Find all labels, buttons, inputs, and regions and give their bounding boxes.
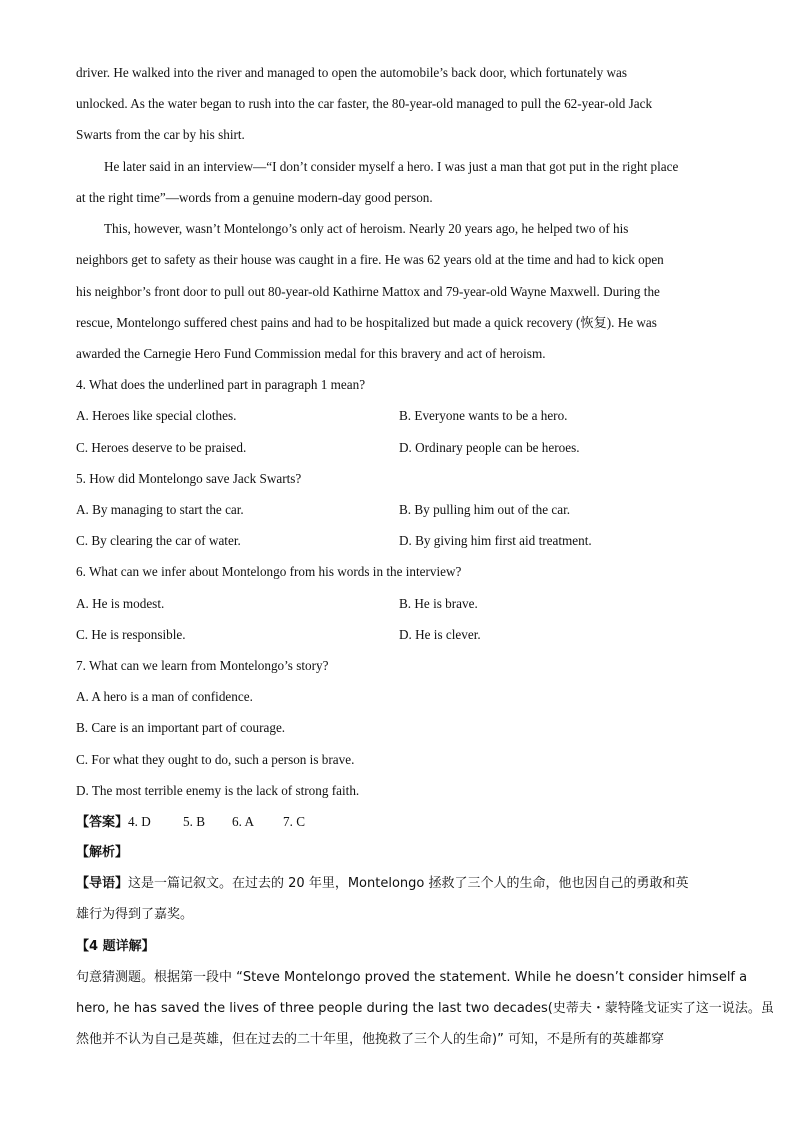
question-5-option-a: A. By managing to start the car.	[76, 502, 244, 517]
answer-item-5: 5. B	[183, 814, 205, 829]
question-6-option-b: B. He is brave.	[399, 596, 478, 611]
analysis-q4-line-1: 句意猜测题。根据第一段中 “Steve Montelongo proved the statement. While he doesn’t consider himself a	[76, 970, 748, 985]
question-7-stem: 7. What can we learn from Montelongo’s story?	[76, 658, 329, 673]
question-7-option-b: B. Care is an important part of courage.	[76, 720, 286, 735]
question-4-option-d: D. Ordinary people can be heroes.	[399, 440, 580, 455]
analysis-guide-text-1: 这是一篇记叙文。在过去的 20 年里，Montelongo 拯救了三个人的生命，他也因自己的勇敢和英	[128, 876, 689, 891]
analysis-guide-line-1	[76, 875, 688, 893]
passage-p3-line-1: This, however, wasn’t Montelongo’s only act of heroism. Nearly 20 years ago, he helped two of his	[104, 221, 629, 236]
analysis-label: 【解析】	[76, 845, 129, 860]
question-4-option-a: A. Heroes like special clothes.	[76, 408, 237, 423]
question-4-option-c: C. Heroes deserve to be praised.	[76, 440, 247, 455]
passage-p3-line-4: rescue, Montelongo suffered chest pains and had to be hospitalized but made a quick recovery (恢复). He was	[76, 315, 657, 330]
passage-p3-line-5: awarded the Carnegie Hero Fund Commission medal for this bravery and act of heroism.	[76, 346, 546, 361]
analysis-guide-label: 【导语】	[76, 876, 129, 891]
question-6-option-a: A. He is modest.	[76, 596, 165, 611]
question-5-option-c: C. By clearing the car of water.	[76, 533, 241, 548]
answer-item-7: 7. C	[283, 814, 305, 829]
passage-p2-line-1: He later said in an interview—“I don’t consider myself a hero. I was just a man that got put in the right place	[104, 159, 679, 174]
question-6-option-c: C. He is responsible.	[76, 627, 186, 642]
question-6-option-d: D. He is clever.	[399, 627, 481, 642]
answer-item-6: 6. A	[232, 814, 254, 829]
passage-p2-line-2: at the right time”—words from a genuine modern-day good person.	[76, 190, 433, 205]
analysis-q4-line-3: 然他并不认为自己是英雄，但在过去的二十年里，他挽救了三个人的生命)” 可知，不是所有的英雄都穿	[76, 1032, 664, 1047]
passage-p3-line-2: neighbors get to safety as their house was caught in a fire. He was 62 years old at the time and had to kick open	[76, 252, 664, 267]
analysis-q4-line-2: hero, he has saved the lives of three people during the last two decades(史蒂夫・蒙特隆戈证实了这一说法。虽	[76, 1001, 774, 1016]
question-7-option-c: C. For what they ought to do, such a person is brave.	[76, 752, 355, 767]
question-5-stem: 5. How did Montelongo save Jack Swarts?	[76, 471, 302, 486]
question-4-stem: 4. What does the underlined part in paragraph 1 mean?	[76, 377, 366, 392]
analysis-guide-line-2: 雄行为得到了嘉奖。	[76, 907, 194, 922]
question-6-stem: 6. What can we infer about Montelongo from his words in the interview?	[76, 564, 462, 579]
question-4-option-b: B. Everyone wants to be a hero.	[399, 408, 568, 423]
question-7-option-d: D. The most terrible enemy is the lack of strong faith.	[76, 783, 360, 798]
answer-key	[76, 813, 305, 832]
answer-key-label: 【答案】	[76, 815, 129, 830]
passage-p1-line-1: driver. He walked into the river and managed to open the automobile’s back door, which fortunately was	[76, 65, 627, 80]
analysis-q4-label: 【4 题详解】	[76, 939, 155, 954]
question-5-option-d: D. By giving him first aid treatment.	[399, 533, 592, 548]
answer-item-4: 4. D	[128, 814, 151, 829]
question-7-option-a: A. A hero is a man of confidence.	[76, 689, 253, 704]
passage-p1-line-2: unlocked. As the water began to rush into the car faster, the 80-year-old managed to pull the 62-year-old Jack	[76, 96, 653, 111]
passage-p1-line-3: Swarts from the car by his shirt.	[76, 127, 245, 142]
question-5-option-b: B. By pulling him out of the car.	[399, 502, 571, 517]
passage-p3-line-3: his neighbor’s front door to pull out 80-year-old Kathirne Mattox and 79-year-old Wayne Maxwell. During the	[76, 284, 660, 299]
